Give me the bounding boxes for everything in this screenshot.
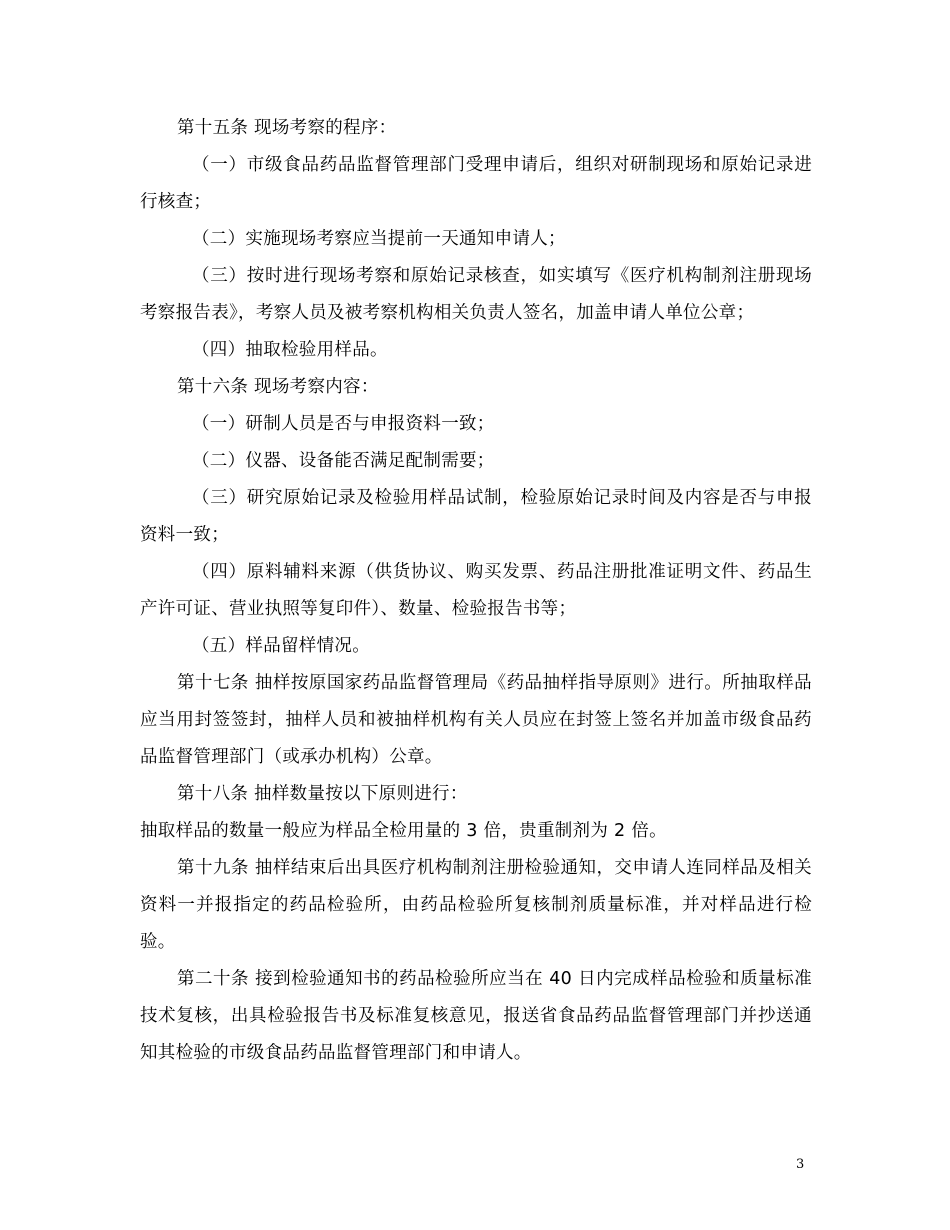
- page-number: 3: [796, 1157, 805, 1172]
- article-15-heading: 第十五条 现场考察的程序：: [177, 118, 397, 138]
- document-body: [140, 110, 812, 1072]
- article-15-item-2: （二）实施现场考察应当提前一天通知申请人；: [192, 229, 566, 249]
- article-20: 第二十条 接到检验通知书的药品检验所应当在 40 日内完成样品检验和质量标准技术复核，出具检验报告书及标准复核意见，报送省食品药品监督管理部门并抄送通知其检验的市级食品药品监督管理部门和申请人。: [140, 969, 812, 1063]
- article-19: 第十九条 抽样结束后出具医疗机构制剂注册检验通知，交申请人连同样品及相关资料一并报指定的药品检验所，由药品检验所复核制剂质量标准，并对样品进行检验。: [140, 858, 812, 952]
- article-16-item-2: （二）仪器、设备能否满足配制需要；: [192, 451, 495, 471]
- article-16-item-3: （三）研究原始记录及检验用样品试制，检验原始记录时间及内容是否与申报资料一致；: [140, 488, 812, 545]
- article-16-item-5: （五）样品留样情况。: [192, 636, 370, 656]
- article-16-item-1: （一）研制人员是否与申报资料一致；: [192, 414, 495, 434]
- article-16-item-4: （四）原料辅料来源（供货协议、购买发票、药品注册批准证明文件、药品生产许可证、营业执照等复印件）、数量、检验报告书等；: [140, 562, 812, 619]
- article-18-heading: 第十八条 抽样数量按以下原则进行：: [177, 784, 468, 804]
- article-15-item-1: （一）市级食品药品监督管理部门受理申请后，组织对研制现场和原始记录进行核查；: [140, 155, 812, 212]
- article-15-item-4: （四）抽取检验用样品。: [192, 340, 388, 360]
- article-17: 第十七条 抽样按原国家药品监督管理局《药品抽样指导原则》进行。所抽取样品应当用封签签封，抽样人员和被抽样机构有关人员应在封签上签名并加盖市级食品药品监督管理部门（或承办机构）公章。: [140, 673, 812, 767]
- article-18-rule: 抽取样品的数量一般应为样品全检用量的 3 倍，贵重制剂为 2 倍。: [140, 821, 667, 841]
- article-15-item-3: （三）按时进行现场考察和原始记录核查，如实填写《医疗机构制剂注册现场考察报告表》，考察人员及被考察机构相关负责人签名，加盖申请人单位公章；: [140, 266, 812, 323]
- article-16-heading: 第十六条 现场考察内容：: [177, 377, 379, 397]
